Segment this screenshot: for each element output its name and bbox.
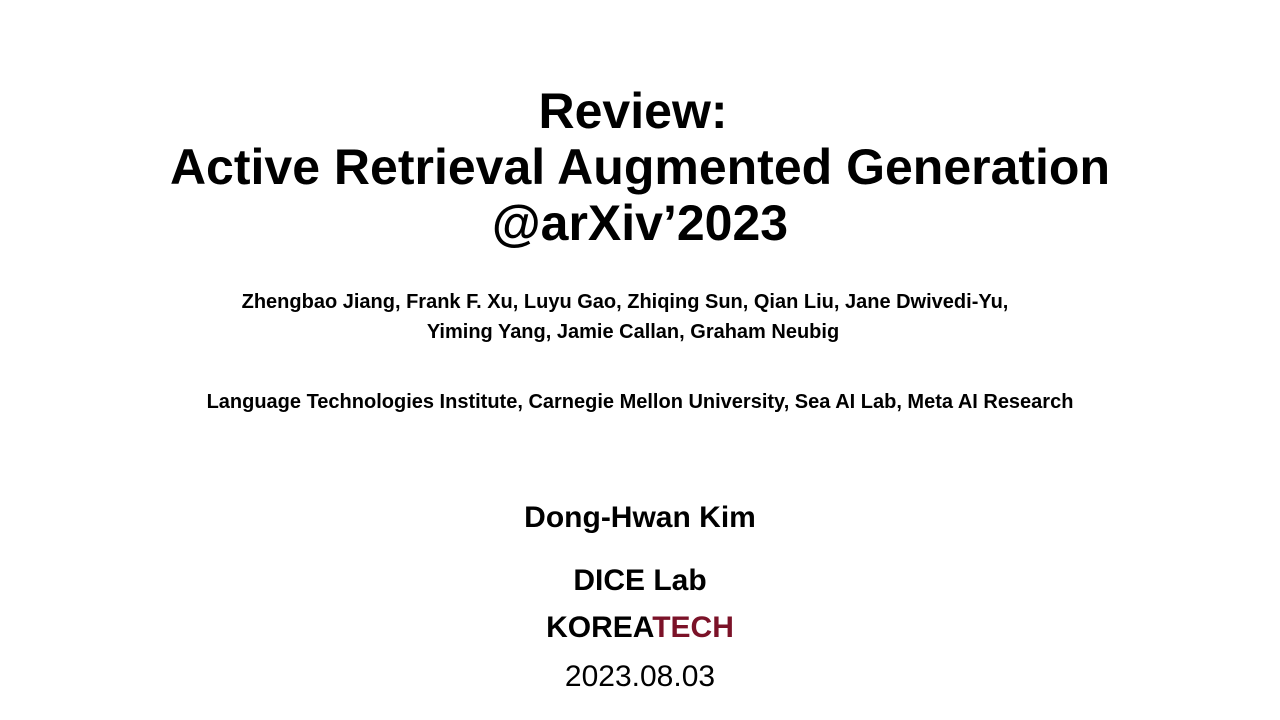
presenter-name: Dong-Hwan Kim bbox=[524, 501, 756, 534]
author-list bbox=[0, 287, 1280, 347]
authors-line-1: Zhengbao Jiang, Frank F. Xu, Luyu Gao, Zhiqing Sun, Qian Liu, Jane Dwivedi-Yu, bbox=[241, 291, 1009, 313]
title-line-2: Active Retrieval Augmented Generation bbox=[169, 139, 1111, 195]
authors-line-2: Yiming Yang, Jamie Callan, Graham Neubig bbox=[426, 321, 840, 343]
institution-name bbox=[0, 610, 1280, 646]
affiliation: Language Technologies Institute, Carnegie Mellon University, Sea AI Lab, Meta AI Research bbox=[206, 391, 1074, 413]
title-line-3: @arXiv’2023 bbox=[491, 195, 789, 251]
slide-title bbox=[0, 83, 1280, 251]
lab-name: DICE Lab bbox=[573, 564, 707, 597]
presentation-date: 2023.08.03 bbox=[564, 660, 716, 693]
title-line-1: Review: bbox=[538, 83, 728, 139]
institution-part-korea: KOREA bbox=[546, 611, 653, 644]
institution-part-tech: TECH bbox=[652, 611, 734, 644]
